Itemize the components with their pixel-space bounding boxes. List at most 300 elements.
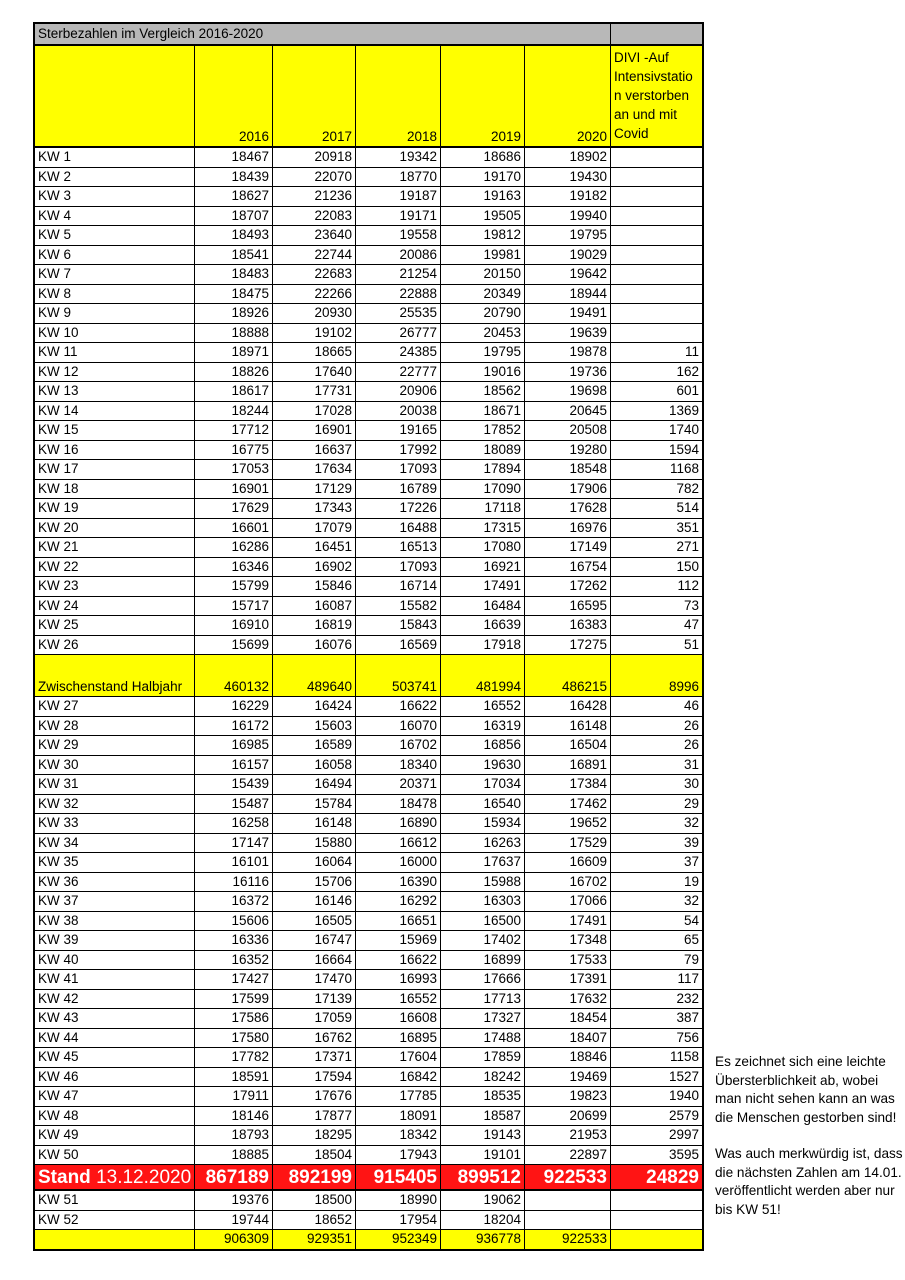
first-half-rows <box>35 148 702 655</box>
death-count-cell: 16383 <box>525 616 611 636</box>
stand-date: 13.12.2020 <box>96 1167 192 1188</box>
table-row <box>35 636 702 656</box>
death-count-cell: 17894 <box>441 460 525 480</box>
death-count-cell: 15706 <box>273 873 356 893</box>
death-count-cell: 16985 <box>195 736 273 756</box>
death-count-cell: 17594 <box>273 1068 356 1088</box>
death-count-cell: 19062 <box>441 1191 525 1211</box>
week-label: KW 20 <box>35 519 195 539</box>
death-count-cell: 16754 <box>525 558 611 578</box>
week-label: KW 5 <box>35 226 195 246</box>
death-count-cell: 16229 <box>195 697 273 717</box>
table-row <box>35 187 702 207</box>
divi-cell <box>611 1191 702 1211</box>
death-count-cell: 16484 <box>441 597 525 617</box>
death-count-cell: 18944 <box>525 285 611 305</box>
death-count-cell: 25535 <box>356 304 441 324</box>
death-count-cell: 17053 <box>195 460 273 480</box>
week-label: KW 23 <box>35 577 195 597</box>
death-count-cell: 17488 <box>441 1029 525 1049</box>
divi-cell: 26 <box>611 736 702 756</box>
death-count-cell: 19016 <box>441 363 525 383</box>
table-row <box>35 597 702 617</box>
death-count-cell: 18990 <box>356 1191 441 1211</box>
death-count-cell: 20699 <box>525 1107 611 1127</box>
divi-cell: 51 <box>611 636 702 656</box>
second-half-rows <box>35 697 702 1165</box>
death-count-cell: 18242 <box>441 1068 525 1088</box>
death-count-cell: 16702 <box>525 873 611 893</box>
divi-cell: 112 <box>611 577 702 597</box>
death-count-cell: 17462 <box>525 795 611 815</box>
death-count-cell: 16076 <box>273 636 356 656</box>
divi-cell: 1369 <box>611 402 702 422</box>
divi-cell <box>611 1211 702 1231</box>
death-count-cell: 15606 <box>195 912 273 932</box>
divi-cell: 514 <box>611 499 702 519</box>
week-label: KW 48 <box>35 1107 195 1127</box>
header-year-2016: 2016 <box>195 46 273 148</box>
table-row <box>35 717 702 737</box>
death-count-cell: 17580 <box>195 1029 273 1049</box>
divi-cell: 2579 <box>611 1107 702 1127</box>
death-count-cell: 19171 <box>356 207 441 227</box>
death-count-cell: 17093 <box>356 460 441 480</box>
death-count-cell: 16901 <box>273 421 356 441</box>
divi-cell: 2997 <box>611 1126 702 1146</box>
week-label: KW 15 <box>35 421 195 441</box>
divi-cell: 1594 <box>611 441 702 461</box>
week-label: KW 7 <box>35 265 195 285</box>
death-count-cell: 16899 <box>441 951 525 971</box>
subtotal-value: 503741 <box>356 655 441 697</box>
death-count-cell: 15717 <box>195 597 273 617</box>
death-count-cell: 17149 <box>525 538 611 558</box>
death-count-cell: 16000 <box>356 853 441 873</box>
death-count-cell: 19505 <box>441 207 525 227</box>
death-count-cell: 17343 <box>273 499 356 519</box>
stand-label-cell <box>35 1165 195 1191</box>
death-count-cell: 17491 <box>525 912 611 932</box>
death-count-cell: 19029 <box>525 246 611 266</box>
death-count-cell: 16494 <box>273 775 356 795</box>
subtotal-value: 460132 <box>195 655 273 697</box>
divi-cell <box>611 324 702 344</box>
death-count-cell: 19376 <box>195 1191 273 1211</box>
death-count-cell: 20930 <box>273 304 356 324</box>
death-count-cell: 16895 <box>356 1029 441 1049</box>
table-row <box>35 990 702 1010</box>
death-count-cell: 16891 <box>525 756 611 776</box>
death-count-cell: 19558 <box>356 226 441 246</box>
table-row <box>35 697 702 717</box>
week-label: KW 10 <box>35 324 195 344</box>
table-row <box>35 616 702 636</box>
week-label: KW 37 <box>35 892 195 912</box>
divi-cell: 26 <box>611 717 702 737</box>
week-label: KW 19 <box>35 499 195 519</box>
death-count-cell: 15988 <box>441 873 525 893</box>
title-empty-cell <box>611 24 702 46</box>
death-count-cell: 17034 <box>441 775 525 795</box>
death-count-cell: 19342 <box>356 148 441 168</box>
death-count-cell: 16976 <box>525 519 611 539</box>
total-label <box>35 1230 195 1249</box>
table-row <box>35 324 702 344</box>
death-count-cell: 17634 <box>273 460 356 480</box>
death-count-cell: 17348 <box>525 931 611 951</box>
death-count-cell: 16424 <box>273 697 356 717</box>
death-count-cell: 15487 <box>195 795 273 815</box>
death-count-cell: 22744 <box>273 246 356 266</box>
death-count-cell: 20038 <box>356 402 441 422</box>
death-count-cell: 23640 <box>273 226 356 246</box>
death-count-cell: 16612 <box>356 834 441 854</box>
header-year-2017: 2017 <box>273 46 356 148</box>
divi-cell: 601 <box>611 382 702 402</box>
death-count-cell: 17226 <box>356 499 441 519</box>
death-count-cell: 16552 <box>356 990 441 1010</box>
death-count-cell: 16372 <box>195 892 273 912</box>
table-row <box>35 931 702 951</box>
death-count-cell: 17402 <box>441 931 525 951</box>
death-count-cell: 18340 <box>356 756 441 776</box>
death-count-cell: 18146 <box>195 1107 273 1127</box>
death-count-cell: 17782 <box>195 1048 273 1068</box>
totals-row <box>35 1230 702 1249</box>
death-count-cell: 18483 <box>195 265 273 285</box>
week-label: KW 9 <box>35 304 195 324</box>
week-label: KW 51 <box>35 1191 195 1211</box>
death-count-cell: 16428 <box>525 697 611 717</box>
table-row <box>35 499 702 519</box>
death-count-cell: 16762 <box>273 1029 356 1049</box>
week-label: KW 26 <box>35 636 195 656</box>
total-value: 929351 <box>273 1230 356 1249</box>
table-row <box>35 168 702 188</box>
death-count-cell: 22683 <box>273 265 356 285</box>
death-count-cell: 17943 <box>356 1146 441 1166</box>
table-row <box>35 814 702 834</box>
table-row <box>35 1068 702 1088</box>
death-count-cell: 17427 <box>195 970 273 990</box>
death-count-cell: 17954 <box>356 1211 441 1231</box>
death-count-cell: 19102 <box>273 324 356 344</box>
divi-cell: 1740 <box>611 421 702 441</box>
death-count-cell: 19469 <box>525 1068 611 1088</box>
death-count-cell: 16789 <box>356 480 441 500</box>
death-count-cell: 16622 <box>356 951 441 971</box>
death-count-cell: 18475 <box>195 285 273 305</box>
death-count-cell: 18500 <box>273 1191 356 1211</box>
death-count-cell: 17877 <box>273 1107 356 1127</box>
death-count-cell: 16146 <box>273 892 356 912</box>
death-count-cell: 21236 <box>273 187 356 207</box>
header-year-2020: 2020 <box>525 46 611 148</box>
death-count-cell: 18089 <box>441 441 525 461</box>
table-row <box>35 1107 702 1127</box>
death-count-cell: 18671 <box>441 402 525 422</box>
death-count-cell: 17129 <box>273 480 356 500</box>
death-count-cell: 22266 <box>273 285 356 305</box>
divi-cell: 54 <box>611 912 702 932</box>
stand-value: 899512 <box>441 1165 525 1191</box>
week-label: KW 31 <box>35 775 195 795</box>
death-count-cell: 17391 <box>525 970 611 990</box>
week-label: KW 42 <box>35 990 195 1010</box>
table-row <box>35 538 702 558</box>
death-count-cell: 16569 <box>356 636 441 656</box>
week-label: KW 52 <box>35 1211 195 1231</box>
death-count-cell: 16842 <box>356 1068 441 1088</box>
death-count-cell: 16993 <box>356 970 441 990</box>
death-count-cell: 16902 <box>273 558 356 578</box>
death-count-cell: 22888 <box>356 285 441 305</box>
divi-cell: 271 <box>611 538 702 558</box>
table-row <box>35 1191 702 1211</box>
death-count-cell: 17384 <box>525 775 611 795</box>
divi-cell: 29 <box>611 795 702 815</box>
week-label: KW 39 <box>35 931 195 951</box>
death-count-cell: 16505 <box>273 912 356 932</box>
death-count-cell: 18439 <box>195 168 273 188</box>
death-count-cell: 18467 <box>195 148 273 168</box>
death-count-cell: 19491 <box>525 304 611 324</box>
death-count-cell: 16070 <box>356 717 441 737</box>
table-row <box>35 441 702 461</box>
death-count-cell: 17785 <box>356 1087 441 1107</box>
week-label: KW 50 <box>35 1146 195 1166</box>
week-label: KW 40 <box>35 951 195 971</box>
divi-cell: 351 <box>611 519 702 539</box>
death-count-cell: 16451 <box>273 538 356 558</box>
week-label: KW 41 <box>35 970 195 990</box>
death-count-cell: 17629 <box>195 499 273 519</box>
table-row <box>35 1029 702 1049</box>
divi-cell: 782 <box>611 480 702 500</box>
table-row <box>35 577 702 597</box>
death-count-cell: 21254 <box>356 265 441 285</box>
stand-value: 922533 <box>525 1165 611 1191</box>
death-count-cell: 17080 <box>441 538 525 558</box>
death-count-cell: 17139 <box>273 990 356 1010</box>
divi-cell: 117 <box>611 970 702 990</box>
death-count-cell: 17632 <box>525 990 611 1010</box>
death-count-cell: 19182 <box>525 187 611 207</box>
divi-cell: 1940 <box>611 1087 702 1107</box>
table-row <box>35 892 702 912</box>
death-count-cell: 16058 <box>273 756 356 776</box>
death-count-cell: 20508 <box>525 421 611 441</box>
divi-cell <box>611 265 702 285</box>
death-count-cell: 17852 <box>441 421 525 441</box>
divi-cell: 37 <box>611 853 702 873</box>
divi-cell <box>611 246 702 266</box>
divi-cell <box>611 187 702 207</box>
death-count-cell: 18562 <box>441 382 525 402</box>
death-count-cell: 19795 <box>525 226 611 246</box>
divi-cell <box>611 226 702 246</box>
divi-cell: 3595 <box>611 1146 702 1166</box>
death-count-cell: 16540 <box>441 795 525 815</box>
death-count-cell: 16346 <box>195 558 273 578</box>
death-count-cell: 19878 <box>525 343 611 363</box>
death-count-cell: 19101 <box>441 1146 525 1166</box>
death-count-cell: 20453 <box>441 324 525 344</box>
death-count-cell: 18541 <box>195 246 273 266</box>
death-count-cell: 16595 <box>525 597 611 617</box>
week-label: KW 34 <box>35 834 195 854</box>
week-label: KW 29 <box>35 736 195 756</box>
death-count-cell: 16064 <box>273 853 356 873</box>
week-label: KW 3 <box>35 187 195 207</box>
death-count-cell: 17918 <box>441 636 525 656</box>
death-count-cell: 17906 <box>525 480 611 500</box>
divi-cell: 30 <box>611 775 702 795</box>
death-count-cell: 18504 <box>273 1146 356 1166</box>
note-paragraph-1: Es zeichnet sich eine leichte Übersterblichkeit ab, wobei man nicht sehen kann an was die Menschen gestorben sind! <box>715 1054 897 1125</box>
death-count-cell: 16775 <box>195 441 273 461</box>
death-count-cell: 19639 <box>525 324 611 344</box>
death-count-cell: 18793 <box>195 1126 273 1146</box>
week-label: KW 21 <box>35 538 195 558</box>
table-row <box>35 912 702 932</box>
week-label: KW 18 <box>35 480 195 500</box>
death-count-cell: 19630 <box>441 756 525 776</box>
death-count-cell: 19736 <box>525 363 611 383</box>
table-row <box>35 265 702 285</box>
death-count-cell: 16714 <box>356 577 441 597</box>
table-row <box>35 382 702 402</box>
week-label: KW 2 <box>35 168 195 188</box>
week-label: KW 8 <box>35 285 195 305</box>
death-count-cell: 18295 <box>273 1126 356 1146</box>
table-row <box>35 736 702 756</box>
table-row <box>35 951 702 971</box>
death-count-cell: 17731 <box>273 382 356 402</box>
death-count-cell: 16637 <box>273 441 356 461</box>
death-count-cell: 16890 <box>356 814 441 834</box>
death-count-cell: 19698 <box>525 382 611 402</box>
death-count-cell: 17079 <box>273 519 356 539</box>
table-row <box>35 1087 702 1107</box>
death-count-cell: 15934 <box>441 814 525 834</box>
death-count-cell: 19823 <box>525 1087 611 1107</box>
divi-cell: 19 <box>611 873 702 893</box>
death-count-cell: 22070 <box>273 168 356 188</box>
table-row <box>35 1009 702 1029</box>
total-value: 906309 <box>195 1230 273 1249</box>
death-count-cell: 16148 <box>273 814 356 834</box>
divi-cell: 65 <box>611 931 702 951</box>
death-count-cell: 18091 <box>356 1107 441 1127</box>
death-count-cell: 17118 <box>441 499 525 519</box>
death-count-cell: 19170 <box>441 168 525 188</box>
death-count-cell: 16819 <box>273 616 356 636</box>
week-label: KW 38 <box>35 912 195 932</box>
table-row <box>35 363 702 383</box>
week-label: KW 45 <box>35 1048 195 1068</box>
death-count-cell: 18665 <box>273 343 356 363</box>
death-count-cell: 17604 <box>356 1048 441 1068</box>
week-label: KW 36 <box>35 873 195 893</box>
week-label: KW 14 <box>35 402 195 422</box>
week-label: KW 1 <box>35 148 195 168</box>
death-count-cell: 18971 <box>195 343 273 363</box>
death-count-cell: 18493 <box>195 226 273 246</box>
death-count-cell: 18846 <box>525 1048 611 1068</box>
subtotal-value: 486215 <box>525 655 611 697</box>
death-count-cell: 16292 <box>356 892 441 912</box>
divi-cell: 31 <box>611 756 702 776</box>
title-row <box>35 24 702 46</box>
week-label: KW 49 <box>35 1126 195 1146</box>
divi-cell: 1527 <box>611 1068 702 1088</box>
week-label: KW 4 <box>35 207 195 227</box>
subtotal-divi-value: 8996 <box>611 655 702 697</box>
table-row <box>35 460 702 480</box>
table-row <box>35 343 702 363</box>
later-rows <box>35 1191 702 1230</box>
death-count-cell: 18926 <box>195 304 273 324</box>
death-count-cell: 17713 <box>441 990 525 1010</box>
death-count-cell: 16856 <box>441 736 525 756</box>
death-count-cell: 17628 <box>525 499 611 519</box>
death-count-cell: 19642 <box>525 265 611 285</box>
death-count-cell: 22083 <box>273 207 356 227</box>
header-label-cell <box>35 46 195 148</box>
death-count-cell: 15603 <box>273 717 356 737</box>
death-count-cell: 24385 <box>356 343 441 363</box>
death-count-cell: 19795 <box>441 343 525 363</box>
divi-cell: 232 <box>611 990 702 1010</box>
death-count-cell: 16258 <box>195 814 273 834</box>
death-count-cell: 16116 <box>195 873 273 893</box>
death-count-cell: 18587 <box>441 1107 525 1127</box>
week-label: KW 24 <box>35 597 195 617</box>
death-count-cell: 17262 <box>525 577 611 597</box>
death-count-cell: 17529 <box>525 834 611 854</box>
week-label: KW 32 <box>35 795 195 815</box>
divi-cell: 756 <box>611 1029 702 1049</box>
table-row <box>35 853 702 873</box>
divi-cell: 47 <box>611 616 702 636</box>
death-count-cell: 18478 <box>356 795 441 815</box>
death-count-cell: 16910 <box>195 616 273 636</box>
table-row <box>35 226 702 246</box>
death-count-cell: 15582 <box>356 597 441 617</box>
death-count-cell: 19143 <box>441 1126 525 1146</box>
death-count-cell: 16390 <box>356 873 441 893</box>
death-count-cell: 16601 <box>195 519 273 539</box>
death-count-cell: 16286 <box>195 538 273 558</box>
death-count-cell: 17491 <box>441 577 525 597</box>
divi-cell: 387 <box>611 1009 702 1029</box>
death-count-cell: 17090 <box>441 480 525 500</box>
death-count-cell: 16622 <box>356 697 441 717</box>
death-count-cell: 18591 <box>195 1068 273 1088</box>
death-count-cell: 16702 <box>356 736 441 756</box>
stand-value: 867189 <box>195 1165 273 1191</box>
death-count-cell: 16608 <box>356 1009 441 1029</box>
table-row <box>35 795 702 815</box>
death-count-cell: 15439 <box>195 775 273 795</box>
death-count-cell: 18888 <box>195 324 273 344</box>
header-row <box>35 46 702 148</box>
stand-label: Stand <box>38 1167 91 1188</box>
death-count-cell: 20150 <box>441 265 525 285</box>
death-count-cell: 17992 <box>356 441 441 461</box>
